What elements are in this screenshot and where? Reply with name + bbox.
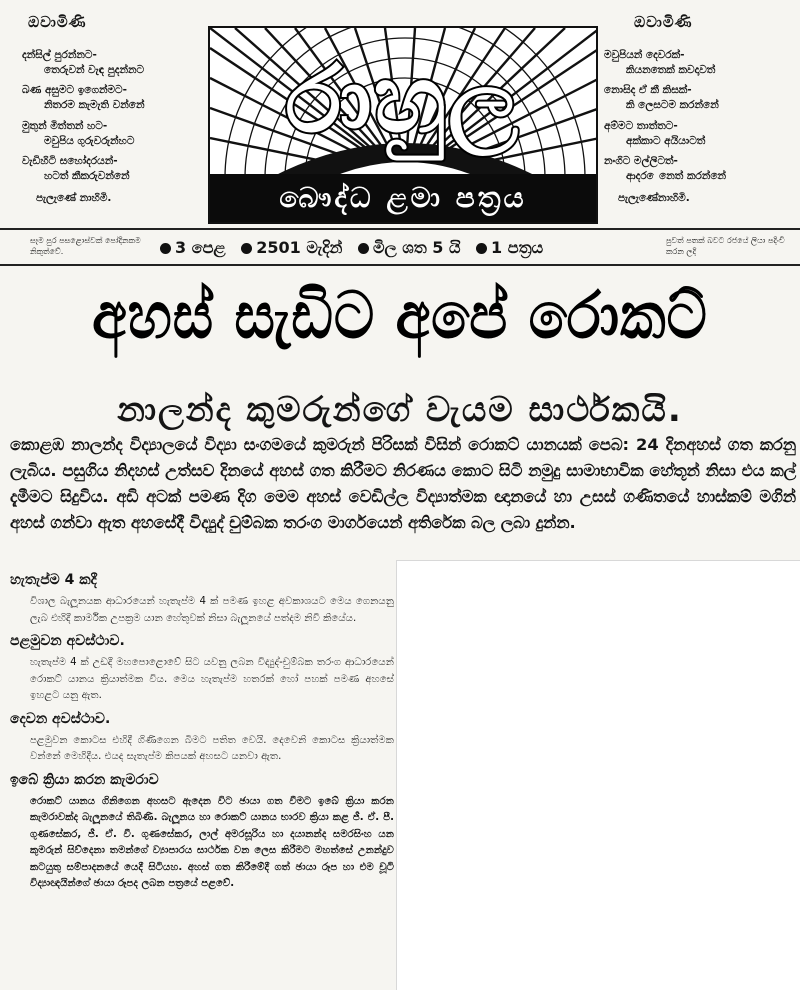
- verse-couplet: [22, 119, 212, 149]
- issue-info-strip: [0, 228, 800, 266]
- bullet-icon: [241, 243, 252, 254]
- verse-line: හටත් කීකරුවන්නේ: [44, 170, 130, 183]
- left-ear-signature: පැලැණේ නාහිමි.: [36, 191, 112, 204]
- verse-couplet: [22, 83, 212, 113]
- publication-note: සෑම පුර පසළොස්වක් පෝදිනකම නිකුත්වේ.: [30, 236, 141, 256]
- verse-line: නංගිට මල්ලිටත්-: [604, 155, 678, 168]
- verse-couplet: [604, 83, 796, 113]
- verse-line: අම්මට තාත්තට-: [604, 119, 678, 132]
- section-heading: ඉබේ ක්‍රියා කරන කැමරාව: [10, 771, 159, 788]
- issue-date: 2501 මැදින්: [241, 238, 342, 257]
- main-headline: අහස් සැඩිට අපේ රොකට්: [92, 279, 708, 354]
- section-paragraph: විශාල බැලූනයක ආධාරයෙන් හැතැප්ම 4 ක් පමණ ඉහළ අවකාශයට මෙය ගෙනයනු ලැබ එහිදී කාර්මික උපක්‍රම යාන හේතුවක් නිසා බැලූනයේ පත්දම නිවී කියේය.: [30, 596, 394, 624]
- verse-line: මවුපියන් දෙවරක්-: [604, 48, 685, 61]
- issue-price: මිල ශත 5 යි: [358, 238, 461, 257]
- issue-number: 1 පත්‍රය: [476, 238, 543, 257]
- verse-line: නොසිද ඒ කී කිසක්-: [604, 84, 692, 97]
- left-ear-verse: [22, 6, 212, 206]
- verse-line: තෙරුවන් වැඳ පුදන්නට: [44, 63, 145, 76]
- verse-line: මුතුන් මිත්තන් හට-: [22, 119, 108, 132]
- issue-volume: 3 පෙළ: [160, 238, 226, 257]
- section-heading: දෙවන අවස්ථාව.: [10, 710, 111, 727]
- verse-line: කි ලෙසටම කරන්නේ: [626, 99, 719, 112]
- verse-line: වැඩිහිටි සහෝදරයන්-: [22, 155, 118, 168]
- verse-couplet: [22, 48, 212, 78]
- verse-couplet: [604, 154, 796, 184]
- verse-line: බණ අසුමට ඉගෙන්මට-: [22, 84, 127, 97]
- section-heading: පළමුවන අවස්ථාව.: [10, 633, 125, 650]
- bullet-icon: [358, 243, 369, 254]
- verse-line: දන්සිල් පුරන්නට-: [22, 48, 97, 61]
- verse-couplet: [604, 48, 796, 78]
- section-heading: හැතැප්ම 4 කදී: [10, 572, 97, 588]
- verse-line: නිතරම කැමැති වන්නේ: [44, 99, 145, 112]
- right-ear-signature: පැලැණේනාහිමි.: [618, 191, 690, 204]
- lead-paragraph: කොළඹ නාලන්ද විද්‍යාලයේ විද්‍යා සංගමයේ කුමරුන් පිරිසක් විසින් රොකට් යානයක් පෙබ: 24 දිනඅහස් ගත කරනු ලැබිය. පසුගිය නිදහස් උත්සව දිනයේ අහස් ගත කිරීමට නිරණය කොට සිටි නමුදු සාමාභාවික හේතූන් නිසා එය කල් දැමීමට සිදුවිය. අඩි අටක් පමණ දිග මෙම අහස් වෙඩිල්ල විද්‍යාත්මක ඥානයේ හා උසස් ගණිතයේ හාස්කම් මගින් අහස් ගන්වා ඇත අහසේදී විද්‍යුද් චුම්බක තරංග මාර්ගයෙන් අතිරේක බල ලබා දුන්න.: [10, 435, 796, 532]
- section-paragraph: පළමුවන කොටස එහිදී ගිණිගෙන බිමට පතිත වෙයි. දෙවෙනි කොටස ක්‍රියාත්මක වන්නේ මෙහිදීය. එයද සැතැප්ම කිපයක් අහසට යනවා ඇත.: [30, 734, 394, 763]
- masthead-band: බෞද්ධ ළමා පත්‍රය: [210, 174, 596, 222]
- section-paragraph: රොකට් යානය ගිනිගෙන අහසට ඇදෙන විට ඡායා ගත වීමට ඉබේ ක්‍රියා කරන කැමරාවක්ද බැලූනයේ තිබිණි. බැලූනය හා රොකට් යානය භාරව ක්‍රියා කළ ජී. ඒ. පී. ගුණසේකර, ජී. ඒ. වී. ගුණසේකර, ලාල් අමරසූරිය හා දයානන්ද සමරසිංහ යන කුමරුන් සිව්දෙනා තමන්ගේ ව්‍යාපාරය සාර්ථක වන ලෙස කිරීමට මහත්සේ උනන්දුව කටයුතු සම්පාදනයේ යෙදී සිටියහ. අහස් ගත කිරීමේදී ගත් ඡායා රූප හා එම චූටි විද්‍යාඥයින්ගේ ඡායා රූපද ලබන පත්‍රයේ පළවේ.: [30, 795, 394, 890]
- registration-note: පුවත් පතක් බවට රජයේ ලියා පදිංචි කරන ලදි: [666, 236, 785, 256]
- blank-paper-area: [396, 560, 800, 990]
- right-ear-title: ඔවාමිණි: [634, 13, 693, 31]
- verse-couplet: [604, 119, 796, 149]
- left-ear-title: ඔවාමිණි: [28, 13, 87, 31]
- article-column: [8, 566, 394, 897]
- verse-line: කියනතෙක් කවදාවත්: [626, 63, 716, 76]
- masthead-title: රාහුල: [285, 46, 521, 153]
- subheadline: නාලන්ද කුමරුන්ගේ වැයම සාර්ථකයි.: [117, 390, 683, 430]
- verse-line: මවුපිය ගුරුවරුන්හට: [44, 134, 135, 147]
- verse-couplet: [22, 154, 212, 184]
- bullet-icon: [476, 243, 487, 254]
- verse-line: ආදර ෙනෙත් කරන්නේ: [626, 170, 727, 183]
- issue-details: [160, 238, 553, 258]
- section-paragraph: හැතැප්ම 4 ක් උඩදී මහපොළොවේ සිට යවනු ලබන විද්‍යුද්-චුම්බක තරංග ආධාරයෙන් රොකට් යානය ක්‍රියාත්මක විය. මෙය හැතැප්ම හතරක් හෝ පහක් පමණ අහසේ ඉහළට යනු ඇත.: [30, 657, 394, 702]
- bullet-icon: [160, 243, 171, 254]
- verse-line: අක්කාට අයියාටත්: [626, 134, 706, 147]
- right-ear-verse: [604, 6, 796, 206]
- masthead-logo: [208, 26, 598, 224]
